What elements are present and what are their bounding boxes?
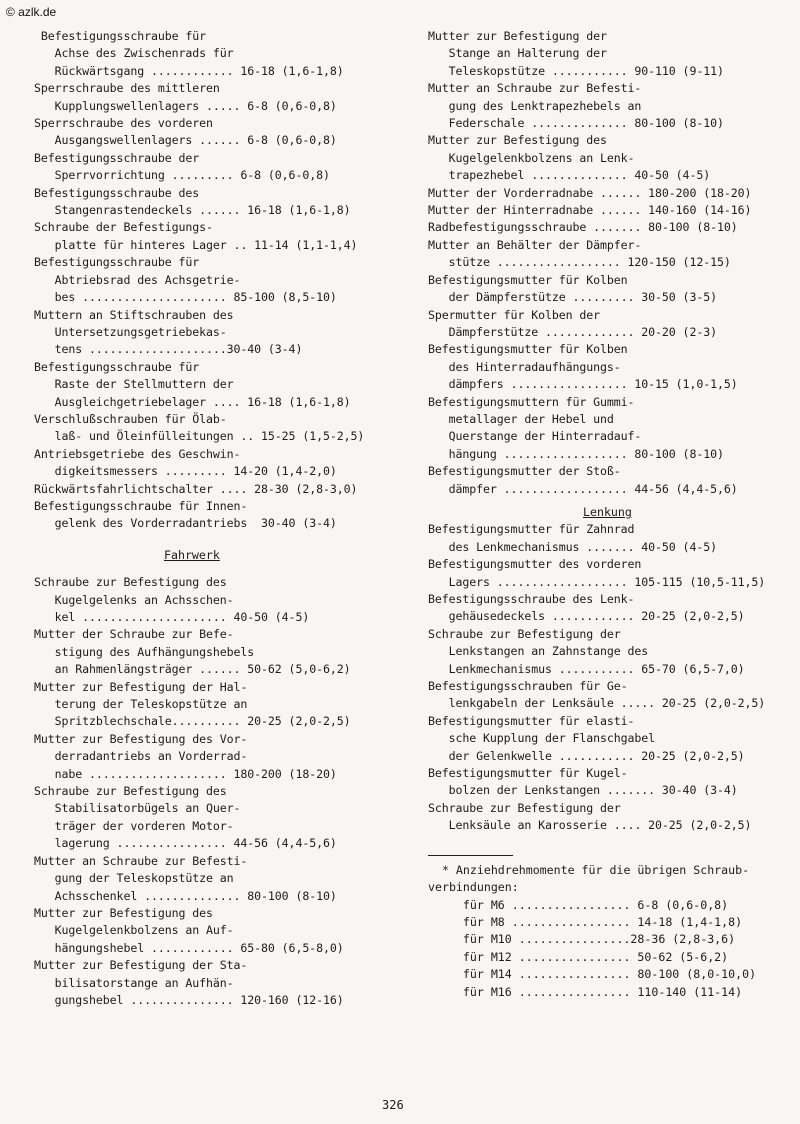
- torque-entry: Befestigungsschraube der Sperrvorrichtung ......... 6-8 (0,6-0,8): [34, 150, 330, 183]
- footnote-items: [428, 897, 798, 1001]
- torque-entry: Mutter zur Befestigung des Kugelgelenkbolzens an Auf- hängungshebel ............ 65-80 (6,5-8,0): [34, 905, 344, 955]
- footnote-item: für M16 ................ 110-140 (11-14): [428, 984, 743, 999]
- torque-entry: Befestigungsmutter für Kugel- bolzen der Lenkstangen ....... 30-40 (3-4): [428, 766, 738, 798]
- footnote-item: für M10 ................28-36 (2,8-3,6): [428, 932, 736, 947]
- torque-entry: Sperrschraube des mittleren Kupplungswellenlagers ..... 6-8 (0,6-0,8): [34, 81, 337, 113]
- torque-entry: Mutter zur Befestigung der Sta- bilisatorstange an Aufhän- gungshebel ............... 120-160 (12-16): [34, 958, 344, 1007]
- left-entries-top: [34, 28, 414, 533]
- torque-entry: Mutter der Vorderradnabe ...... 180-200 (18-20): [428, 185, 752, 200]
- right-entries-top: [428, 28, 798, 498]
- torque-entry: Muttern an Stiftschrauben des Untersetzungsgetriebekas- tens ....................30-40 (3-4): [34, 307, 303, 357]
- torque-entry: Befestigungsmutter der Stoß- dämpfer .................. 44-56 (4,4-5,6): [428, 464, 738, 496]
- torque-entry: Verschlußschrauben für Ölab- laß- und Öleinfülleitungen .. 15-25 (1,5-2,5): [34, 411, 365, 444]
- torque-entry: Befestigungsschraube für Raste der Stellmuttern der Ausgleichgetriebelager .... 16-18 (1,6-1,8): [34, 359, 351, 409]
- torque-entry: Schraube zur Befestigung des Kugelgelenks an Achsschen- kel ..................... 40-50 (4-5): [34, 575, 310, 624]
- torque-entry: Schraube zur Befestigung der Lenkstangen an Zahnstange des Lenkmechanismus ........... 65-70 (6,5-7,0): [428, 626, 745, 676]
- torque-entry: Schraube der Befestigungs- platte für hinteres Lager .. 11-14 (1,1-1,4): [34, 220, 358, 252]
- torque-entry: Befestigungsschrauben für Ge- lenkgabeln der Lenksäule ..... 20-25 (2,0-2,5): [428, 679, 766, 711]
- torque-entry: Mutter an Schraube zur Befesti- gung des Lenktrapezhebels an Federschale .............. 80-100 (8-10): [428, 81, 724, 131]
- torque-entry: Befestigungsmutter für Zahnrad des Lenkmechanismus ....... 40-50 (4-5): [428, 522, 717, 554]
- section-heading-fahrwerk: Fahrwerk: [164, 547, 220, 562]
- torque-entry: Befestigungsmutter für elasti- sche Kupplung der Flanschgabel der Gelenkwelle ........... 20-25 (2,0-2,5): [428, 713, 745, 763]
- torque-entry: Schraube zur Befestigung des Stabilisatorbügels an Quer- träger der vorderen Motor- lagerung ................ 44-56 (4,4-5,6): [34, 784, 337, 851]
- torque-entry: Mutter der Schraube zur Befe- stigung des Aufhängungshebels an Rahmenlängsträger ...... 50-62 (5,0-6,2): [34, 627, 351, 677]
- torque-entry: Mutter an Behälter der Dämpfer- stütze .................. 120-150 (12-15): [428, 237, 731, 270]
- torque-entry: Befestigungsschraube für Abtriebsrad des Achsgetrie- bes ..................... 85-100 (8,5-10): [34, 255, 337, 305]
- footnote-intro: * Anziehdrehmomente für die übrigen Schraub- verbindungen:: [428, 862, 750, 895]
- torque-entry: Mutter zur Befestigung der Stange an Halterung der Teleskopstütze ........... 90-110 (9-11): [428, 29, 724, 78]
- footnote-item: für M8 ................. 14-18 (1,4-1,8): [428, 914, 743, 929]
- torque-entry: Mutter der Hinterradnabe ...... 140-160 (14-16): [428, 203, 752, 218]
- right-column: [428, 28, 798, 1001]
- torque-entry: Befestigungsmutter für Kolben des Hinterradaufhängungs- dämpfers ................. 10-15 (1,0-1,5): [428, 342, 738, 392]
- torque-entry: Mutter an Schraube zur Befesti- gung der Teleskopstütze an Achsschenkel .............. 80-100 (8-10): [34, 853, 337, 903]
- torque-entry: Antriebsgetriebe des Geschwin- digkeitsmessers ......... 14-20 (1,4-2,0): [34, 446, 337, 479]
- torque-entry: Befestigungsmutter des vorderen Lagers ................... 105-115 (10,5-11,5): [428, 557, 766, 589]
- torque-entry: Befestigungsschraube des Stangenrastendeckels ...... 16-18 (1,6-1,8): [34, 185, 351, 218]
- torque-entry: Befestigungsschraube für Achse des Zwischenrads für Rückwärtsgang ............ 16-18 (1,6-1,8): [40, 29, 344, 78]
- torque-entry: Befestigungsschraube des Lenk- gehäusedeckels ............ 20-25 (2,0-2,5): [428, 592, 745, 624]
- footnote-item: für M14 ................ 80-100 (8,0-10,0): [428, 967, 757, 982]
- footnote-rule: [428, 855, 513, 856]
- watermark: © azlk.de: [6, 5, 57, 19]
- footnote-item: für M6 ................. 6-8 (0,6-0,8): [428, 897, 729, 912]
- torque-entry: Schraube zur Befestigung der Lenksäule an Karosserie .... 20-25 (2,0-2,5): [428, 800, 752, 833]
- torque-entry: Spermutter für Kolben der Dämpferstütze ............. 20-20 (2-3): [428, 307, 717, 339]
- page-number: 326: [382, 1098, 404, 1112]
- torque-entry: Rückwärtsfahrlichtschalter .... 28-30 (2,8-3,0): [34, 481, 358, 496]
- torque-entry: Befestigungsmuttern für Gummi- metallager der Hebel und Querstange der Hinterradauf- hängung .................. 80-100 (8-10): [428, 394, 724, 461]
- left-entries-bottom: [34, 574, 414, 1009]
- left-column: [34, 28, 414, 1009]
- section-heading-lenkung: Lenkung: [583, 504, 632, 519]
- torque-entry: Mutter zur Befestigung des Vor- derradantriebs an Vorderrad- nabe .................... 180-200 (18-20): [34, 731, 337, 781]
- torque-entry: Befestigungsschraube für Innen- gelenk des Vorderradantriebs 30-40 (3-4): [34, 498, 337, 531]
- right-entries-bottom: [428, 521, 798, 834]
- torque-entry: Radbefestigungsschraube ....... 80-100 (8-10): [428, 220, 738, 235]
- torque-entry: Mutter zur Befestigung der Hal- terung der Teleskopstütze an Spritzblechschale.......... 20-25 (2,0-2,5): [34, 679, 351, 729]
- footnote-item: für M12 ................ 50-62 (5-6,2): [428, 949, 729, 964]
- torque-entry: Sperrschraube des vorderen Ausgangswellenlagers ...... 6-8 (0,6-0,8): [34, 116, 337, 148]
- torque-entry: Mutter zur Befestigung des Kugelgelenkbolzens an Lenk- trapezhebel .............. 40-50 (4-5): [428, 133, 711, 183]
- torque-entry: Befestigungsmutter für Kolben der Dämpferstütze ......... 30-50 (3-5): [428, 272, 717, 305]
